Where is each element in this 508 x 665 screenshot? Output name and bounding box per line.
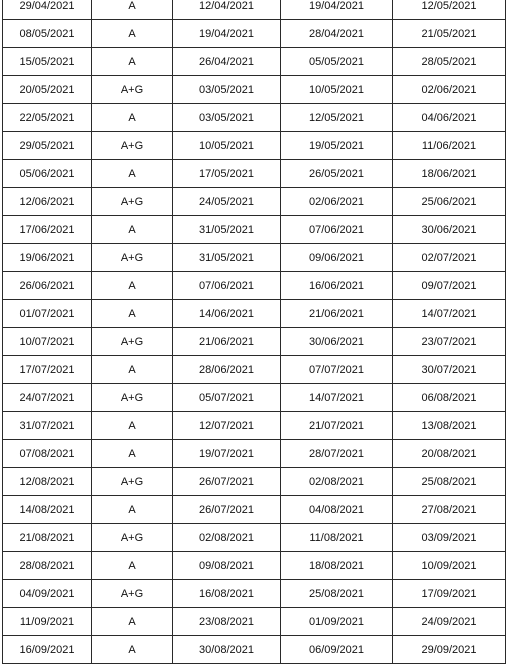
mid-date-cell: 19/04/2021 [281, 0, 393, 20]
end-date-cell: 25/08/2021 [393, 468, 506, 496]
end-date-cell: 24/09/2021 [393, 608, 506, 636]
date-cell: 10/07/2021 [3, 328, 92, 356]
start-date-cell: 31/05/2021 [173, 244, 281, 272]
end-date-cell: 02/07/2021 [393, 244, 506, 272]
mid-date-cell: 25/08/2021 [281, 580, 393, 608]
start-date-cell: 07/06/2021 [173, 272, 281, 300]
date-cell: 16/09/2021 [3, 636, 92, 664]
type-cell: A [92, 636, 173, 664]
start-date-cell: 23/08/2021 [173, 608, 281, 636]
start-date-cell: 03/05/2021 [173, 76, 281, 104]
end-date-cell: 20/08/2021 [393, 440, 506, 468]
mid-date-cell: 21/07/2021 [281, 412, 393, 440]
mid-date-cell: 19/05/2021 [281, 132, 393, 160]
end-date-cell: 04/06/2021 [393, 104, 506, 132]
end-date-cell: 13/08/2021 [393, 412, 506, 440]
end-date-cell: 21/05/2021 [393, 20, 506, 48]
table-row [3, 188, 506, 216]
end-date-cell: 30/07/2021 [393, 356, 506, 384]
table-row [3, 20, 506, 48]
mid-date-cell: 05/05/2021 [281, 48, 393, 76]
type-cell: A [92, 160, 173, 188]
start-date-cell: 24/05/2021 [173, 188, 281, 216]
mid-date-cell: 28/07/2021 [281, 440, 393, 468]
table-row [3, 356, 506, 384]
table-row [3, 0, 506, 20]
type-cell: A [92, 104, 173, 132]
start-date-cell: 28/06/2021 [173, 356, 281, 384]
type-cell: A [92, 216, 173, 244]
end-date-cell: 23/07/2021 [393, 328, 506, 356]
type-cell: A+G [92, 244, 173, 272]
start-date-cell: 19/07/2021 [173, 440, 281, 468]
type-cell: A+G [92, 468, 173, 496]
date-cell: 11/09/2021 [3, 608, 92, 636]
mid-date-cell: 04/08/2021 [281, 496, 393, 524]
end-date-cell: 14/07/2021 [393, 300, 506, 328]
mid-date-cell: 01/09/2021 [281, 608, 393, 636]
type-cell: A [92, 440, 173, 468]
table-row [3, 48, 506, 76]
table-row [3, 636, 506, 664]
start-date-cell: 26/07/2021 [173, 468, 281, 496]
start-date-cell: 26/07/2021 [173, 496, 281, 524]
mid-date-cell: 12/05/2021 [281, 104, 393, 132]
mid-date-cell: 06/09/2021 [281, 636, 393, 664]
date-cell: 12/06/2021 [3, 188, 92, 216]
table-row [3, 104, 506, 132]
date-cell: 29/04/2021 [3, 0, 92, 20]
start-date-cell: 10/05/2021 [173, 132, 281, 160]
start-date-cell: 12/07/2021 [173, 412, 281, 440]
start-date-cell: 05/07/2021 [173, 384, 281, 412]
start-date-cell: 31/05/2021 [173, 216, 281, 244]
date-cell: 17/07/2021 [3, 356, 92, 384]
date-cell: 24/07/2021 [3, 384, 92, 412]
type-cell: A+G [92, 188, 173, 216]
date-cell: 15/05/2021 [3, 48, 92, 76]
date-cell: 29/05/2021 [3, 132, 92, 160]
mid-date-cell: 02/06/2021 [281, 188, 393, 216]
table-row [3, 272, 506, 300]
mid-date-cell: 28/04/2021 [281, 20, 393, 48]
start-date-cell: 16/08/2021 [173, 580, 281, 608]
end-date-cell: 10/09/2021 [393, 552, 506, 580]
end-date-cell: 27/08/2021 [393, 496, 506, 524]
end-date-cell: 28/05/2021 [393, 48, 506, 76]
table-row [3, 132, 506, 160]
date-cell: 17/06/2021 [3, 216, 92, 244]
type-cell: A [92, 272, 173, 300]
mid-date-cell: 11/08/2021 [281, 524, 393, 552]
table-row [3, 328, 506, 356]
type-cell: A+G [92, 524, 173, 552]
date-cell: 14/08/2021 [3, 496, 92, 524]
end-date-cell: 06/08/2021 [393, 384, 506, 412]
date-cell: 22/05/2021 [3, 104, 92, 132]
mid-date-cell: 26/05/2021 [281, 160, 393, 188]
start-date-cell: 17/05/2021 [173, 160, 281, 188]
date-cell: 20/05/2021 [3, 76, 92, 104]
date-cell: 12/08/2021 [3, 468, 92, 496]
mid-date-cell: 07/07/2021 [281, 356, 393, 384]
date-cell: 28/08/2021 [3, 552, 92, 580]
type-cell: A [92, 48, 173, 76]
start-date-cell: 02/08/2021 [173, 524, 281, 552]
table-row [3, 384, 506, 412]
schedule-table-body [3, 0, 506, 664]
type-cell: A [92, 412, 173, 440]
start-date-cell: 26/04/2021 [173, 48, 281, 76]
table-row [3, 160, 506, 188]
mid-date-cell: 09/06/2021 [281, 244, 393, 272]
type-cell: A [92, 608, 173, 636]
table-row [3, 524, 506, 552]
start-date-cell: 09/08/2021 [173, 552, 281, 580]
date-cell: 01/07/2021 [3, 300, 92, 328]
type-cell: A+G [92, 580, 173, 608]
mid-date-cell: 21/06/2021 [281, 300, 393, 328]
table-row [3, 300, 506, 328]
table-row [3, 412, 506, 440]
mid-date-cell: 02/08/2021 [281, 468, 393, 496]
date-cell: 04/09/2021 [3, 580, 92, 608]
end-date-cell: 03/09/2021 [393, 524, 506, 552]
end-date-cell: 11/06/2021 [393, 132, 506, 160]
date-cell: 21/08/2021 [3, 524, 92, 552]
table-row [3, 216, 506, 244]
type-cell: A [92, 552, 173, 580]
table-row [3, 496, 506, 524]
date-cell: 19/06/2021 [3, 244, 92, 272]
table-row [3, 440, 506, 468]
mid-date-cell: 14/07/2021 [281, 384, 393, 412]
table-row [3, 468, 506, 496]
type-cell: A [92, 496, 173, 524]
end-date-cell: 25/06/2021 [393, 188, 506, 216]
date-cell: 26/06/2021 [3, 272, 92, 300]
type-cell: A+G [92, 76, 173, 104]
schedule-table [2, 0, 506, 664]
type-cell: A+G [92, 384, 173, 412]
type-cell: A [92, 20, 173, 48]
start-date-cell: 03/05/2021 [173, 104, 281, 132]
table-row [3, 244, 506, 272]
type-cell: A [92, 356, 173, 384]
mid-date-cell: 18/08/2021 [281, 552, 393, 580]
date-cell: 05/06/2021 [3, 160, 92, 188]
end-date-cell: 09/07/2021 [393, 272, 506, 300]
end-date-cell: 30/06/2021 [393, 216, 506, 244]
start-date-cell: 14/06/2021 [173, 300, 281, 328]
type-cell: A [92, 0, 173, 20]
date-cell: 07/08/2021 [3, 440, 92, 468]
type-cell: A [92, 300, 173, 328]
table-row [3, 608, 506, 636]
mid-date-cell: 07/06/2021 [281, 216, 393, 244]
mid-date-cell: 10/05/2021 [281, 76, 393, 104]
start-date-cell: 12/04/2021 [173, 0, 281, 20]
end-date-cell: 17/09/2021 [393, 580, 506, 608]
end-date-cell: 12/05/2021 [393, 0, 506, 20]
type-cell: A+G [92, 132, 173, 160]
mid-date-cell: 16/06/2021 [281, 272, 393, 300]
type-cell: A+G [92, 328, 173, 356]
end-date-cell: 29/09/2021 [393, 636, 506, 664]
start-date-cell: 21/06/2021 [173, 328, 281, 356]
table-row [3, 76, 506, 104]
date-cell: 31/07/2021 [3, 412, 92, 440]
start-date-cell: 30/08/2021 [173, 636, 281, 664]
date-cell: 08/05/2021 [3, 20, 92, 48]
table-row [3, 552, 506, 580]
end-date-cell: 18/06/2021 [393, 160, 506, 188]
table-row [3, 580, 506, 608]
start-date-cell: 19/04/2021 [173, 20, 281, 48]
end-date-cell: 02/06/2021 [393, 76, 506, 104]
mid-date-cell: 30/06/2021 [281, 328, 393, 356]
